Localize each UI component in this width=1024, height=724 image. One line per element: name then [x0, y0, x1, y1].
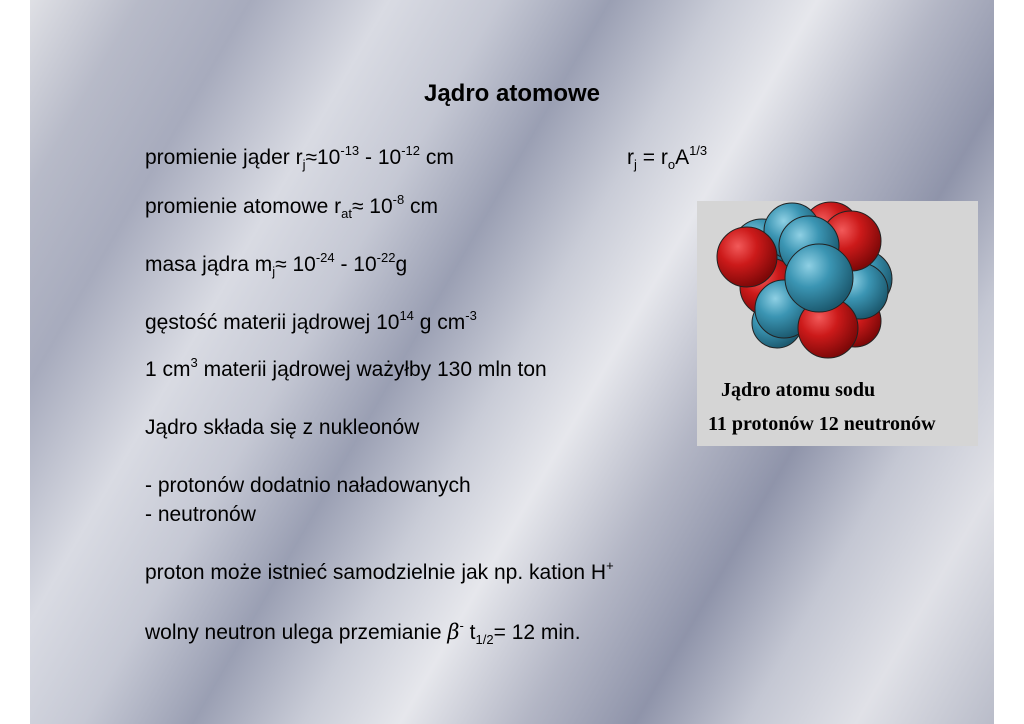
- radius-formula: $r_j = r_oA^{1/3}$: [627, 143, 708, 172]
- nucleus-illustration: [697, 201, 978, 376]
- weight-line: 1 $cm^3$ materii jądrowej ważyłby 130 mln ton: [145, 355, 547, 381]
- sodium-nucleus-figure: [697, 201, 978, 446]
- nuclear-density-line: gęstość materii jądrowej $10^{14}$ g $cm^{-3}$: [145, 308, 477, 334]
- neutrons-line: - neutronów: [145, 503, 256, 526]
- figure-caption-title: Jądro atomu sodu: [721, 379, 876, 401]
- neutron-ball: [785, 244, 853, 312]
- figure-caption-counts: 11 protonów 12 neutronów: [708, 413, 936, 435]
- proton-line: proton może istnieć samodzielnie jak np. kation H+: [145, 558, 614, 584]
- nuclear-radius-line: promienie jąder $r_j\approx 10^{-13} - 10^{-12}$ cm: [145, 143, 454, 172]
- beta-symbol: β: [447, 620, 460, 644]
- neutron-decay-line: wolny neutron ulega przemianie β- $t_{1/2}= 12$ min.: [145, 618, 581, 647]
- nucleons-line: Jądro składa się z nukleonów: [145, 416, 420, 439]
- nuclear-mass-line: masa jądra $m_j\approx 10^{-24} - 10^{-22}g$: [145, 250, 408, 279]
- slide-title: Jądro atomowe: [423, 80, 601, 107]
- proton-ball: [717, 227, 777, 287]
- atomic-radius-line: promienie atomowe $r_{at}\approx 10^{-8}$ cm: [145, 192, 439, 221]
- protons-line: - protonów dodatnio naładowanych: [145, 474, 471, 497]
